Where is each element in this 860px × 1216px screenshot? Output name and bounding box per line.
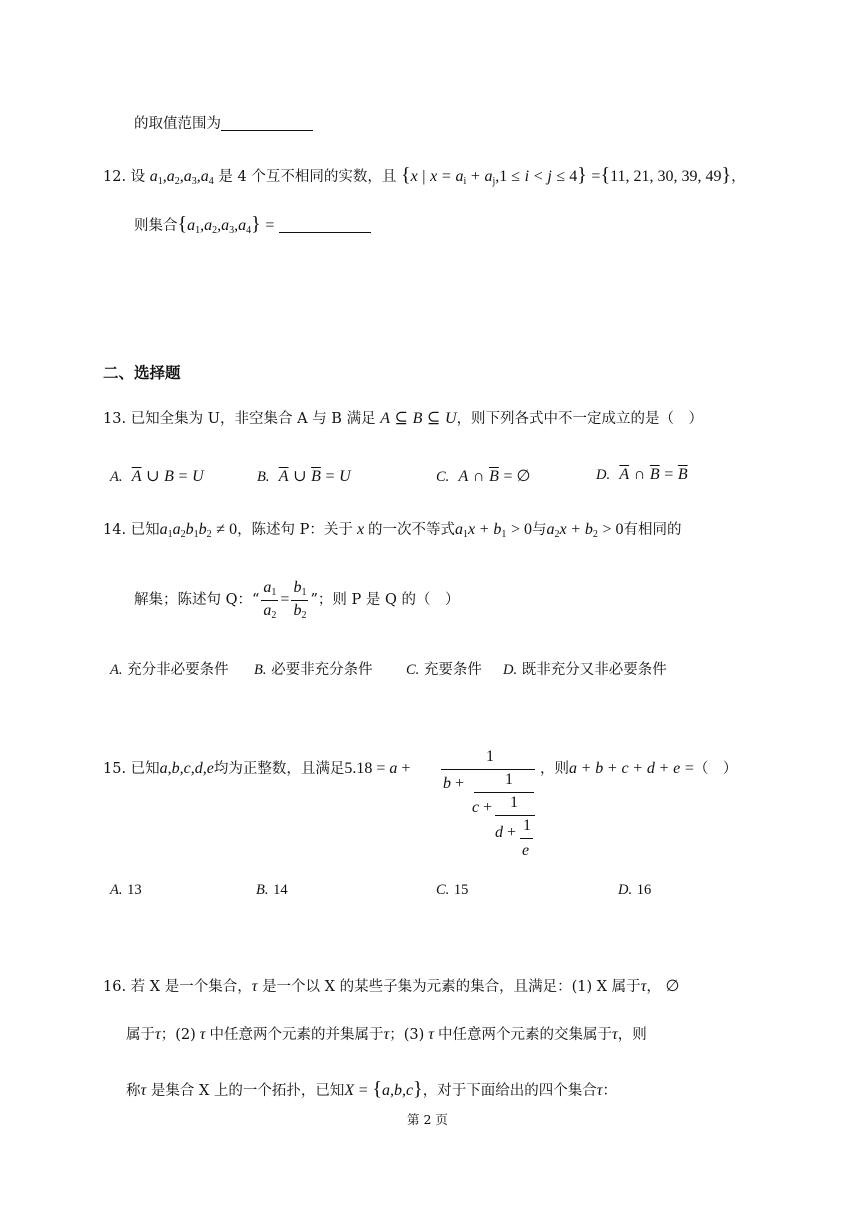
question-16-line-3: 称τ 是集合 X 上的一个拓扑，已知X = {a,b,c}，对于下面给出的四个集合τ： bbox=[126, 1078, 617, 1100]
q15-option-c[interactable]: C. 15 bbox=[436, 882, 469, 898]
question-12-line-2: 则集合$\{a_1,a_2,a_3,a_4\}$ = bbox=[134, 214, 371, 236]
fraction-bar bbox=[474, 792, 534, 793]
answer-blank bbox=[221, 116, 313, 131]
q13-option-d[interactable]: D. $\overline{A}$ ∩ $\overline{B} = \overline{B}$ bbox=[596, 466, 688, 483]
question-15-tail: ，则a + b + c + d + e =（ ） bbox=[540, 760, 738, 777]
section-title: 二、选择题 bbox=[103, 363, 181, 382]
q14-option-d[interactable]: D. 既非充分又非必要条件 bbox=[503, 662, 667, 678]
q14-option-a[interactable]: A. 充分非必要条件 bbox=[110, 662, 229, 678]
question-12-line-1: 12. 设 $a_1,a_2,a_3,a_4$ 是 4 个互不相同的实数，且 {x | $x = a_i + a_j,1 \le i < j \le 4\} =\{11$, 21, 30, 39, 49}， bbox=[103, 164, 746, 187]
q13-option-c[interactable]: C. A ∩ $\overline{B}$ = ∅ bbox=[436, 468, 531, 485]
fraction-bar bbox=[520, 838, 533, 839]
question-16-line-1: 16. 若 X 是一个集合，τ 是一个以 X 的某些子集为元素的集合，且满足：(1) X 属于τ， ∅ bbox=[103, 978, 680, 995]
q15-option-d[interactable]: D. 16 bbox=[618, 882, 652, 898]
q14-option-b[interactable]: B. 必要非充分条件 bbox=[254, 662, 373, 678]
page-footer: 第 2 页 bbox=[407, 1112, 448, 1127]
answer-blank bbox=[279, 218, 371, 233]
question-14-line-1: 14. 已知$a_1a_2b_1b_2 \ne 0$，陈述句 P：关于 x 的一次不等式$a_1x + b_1 > 0$与$a_2x + b_2 > 0$有相同的 bbox=[103, 521, 682, 540]
q14-option-c[interactable]: C. 充要条件 bbox=[406, 662, 482, 678]
question-16-line-2: 属于τ；(2) τ 中任意两个元素的并集属于τ；(3) τ 中任意两个元素的交集属于τ，则 bbox=[126, 1026, 647, 1043]
question-14-line-2: 解集；陈述句 Q：“ $\frac{a_1}{a_2}$ = $\frac{b_1}{b_2}$ ”；则 P 是 Q 的（ ） bbox=[134, 579, 460, 621]
fraction-bar bbox=[495, 815, 535, 816]
q15-option-b[interactable]: B. 14 bbox=[256, 882, 288, 898]
question-15-text: 15. 已知a,b,c,d,e均为正整数，且满足5.18 = a + bbox=[103, 760, 411, 777]
question-13: 13. 已知全集为 U，非空集合 A 与 B 满足 A ⊆ B ⊆ U，则下列各式中不一定成立的是（ ） bbox=[103, 410, 704, 427]
q11-tail: 的取值范围为 bbox=[134, 116, 313, 132]
fraction-bar bbox=[441, 769, 535, 770]
q13-option-b[interactable]: B. $\overline{A}$ ∪ $\overline{B} = U$ bbox=[257, 468, 351, 485]
q15-option-a[interactable]: A. 13 bbox=[110, 882, 142, 898]
q13-option-a[interactable]: A. $\overline{A}$ ∪ B = U bbox=[110, 468, 204, 485]
